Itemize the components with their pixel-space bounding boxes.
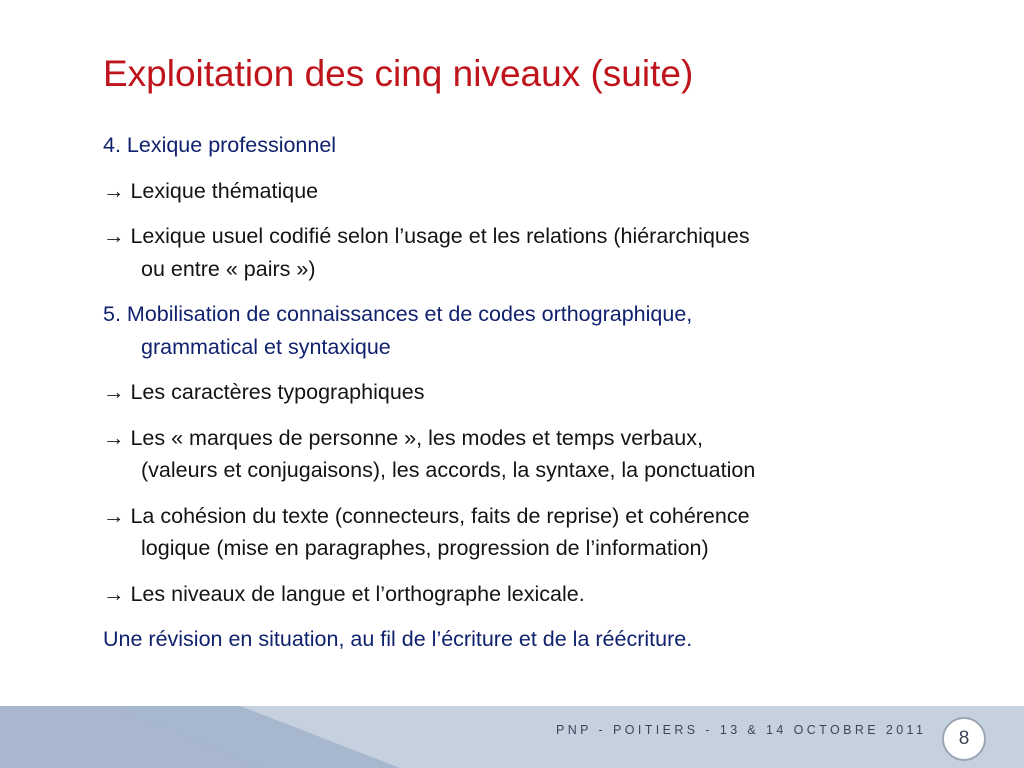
heading-mobilisation-line2: grammatical et syntaxique bbox=[141, 334, 391, 359]
bullet-lexique-usuel bbox=[103, 220, 953, 285]
slide-title: Exploitation des cinq niveaux (suite) bbox=[103, 53, 694, 94]
bullet-marques-personne bbox=[103, 422, 953, 487]
bullet-lexique-usuel-line1: → Lexique usuel codifié selon l’usage et les relations (hiérarchiques bbox=[103, 224, 750, 248]
slide-body bbox=[103, 129, 953, 656]
bullet-caracteres-typographiques: → Les caractères typographiques bbox=[103, 380, 425, 404]
bullet-cohesion bbox=[103, 500, 953, 565]
bullet-lexique-thematique: → Lexique thématique bbox=[103, 178, 319, 203]
heading-mobilisation-line1: 5. Mobilisation de connaissances et de codes orthographique, bbox=[103, 302, 693, 326]
page-number-badge: 8 bbox=[942, 717, 986, 761]
bullet-marques-personne-line1: → Les « marques de personne », les modes et temps verbaux, bbox=[103, 425, 703, 450]
conclusion-revision: Une révision en situation, au fil de l’écriture et de la réécriture. bbox=[103, 627, 693, 651]
footer-decoration bbox=[0, 706, 400, 768]
bullet-cohesion-line1: → La cohésion du texte (connecteurs, faits de reprise) et cohérence bbox=[103, 503, 750, 528]
bullet-marques-personne-line2: (valeurs et conjugaisons), les accords, la syntaxe, la ponctuation bbox=[141, 458, 756, 482]
heading-lexique-professionnel: 4. Lexique professionnel bbox=[103, 133, 337, 157]
heading-mobilisation bbox=[103, 298, 953, 363]
bullet-cohesion-line2: logique (mise en paragraphes, progression de l’information) bbox=[141, 536, 709, 560]
footer-event-label: PNP - POITIERS - 13 & 14 OCTOBRE 2011 bbox=[556, 723, 927, 737]
bullet-niveaux-langue: → Les niveaux de langue et l’orthographe lexicale. bbox=[103, 581, 585, 606]
bullet-lexique-usuel-line2: ou entre « pairs ») bbox=[141, 256, 316, 281]
